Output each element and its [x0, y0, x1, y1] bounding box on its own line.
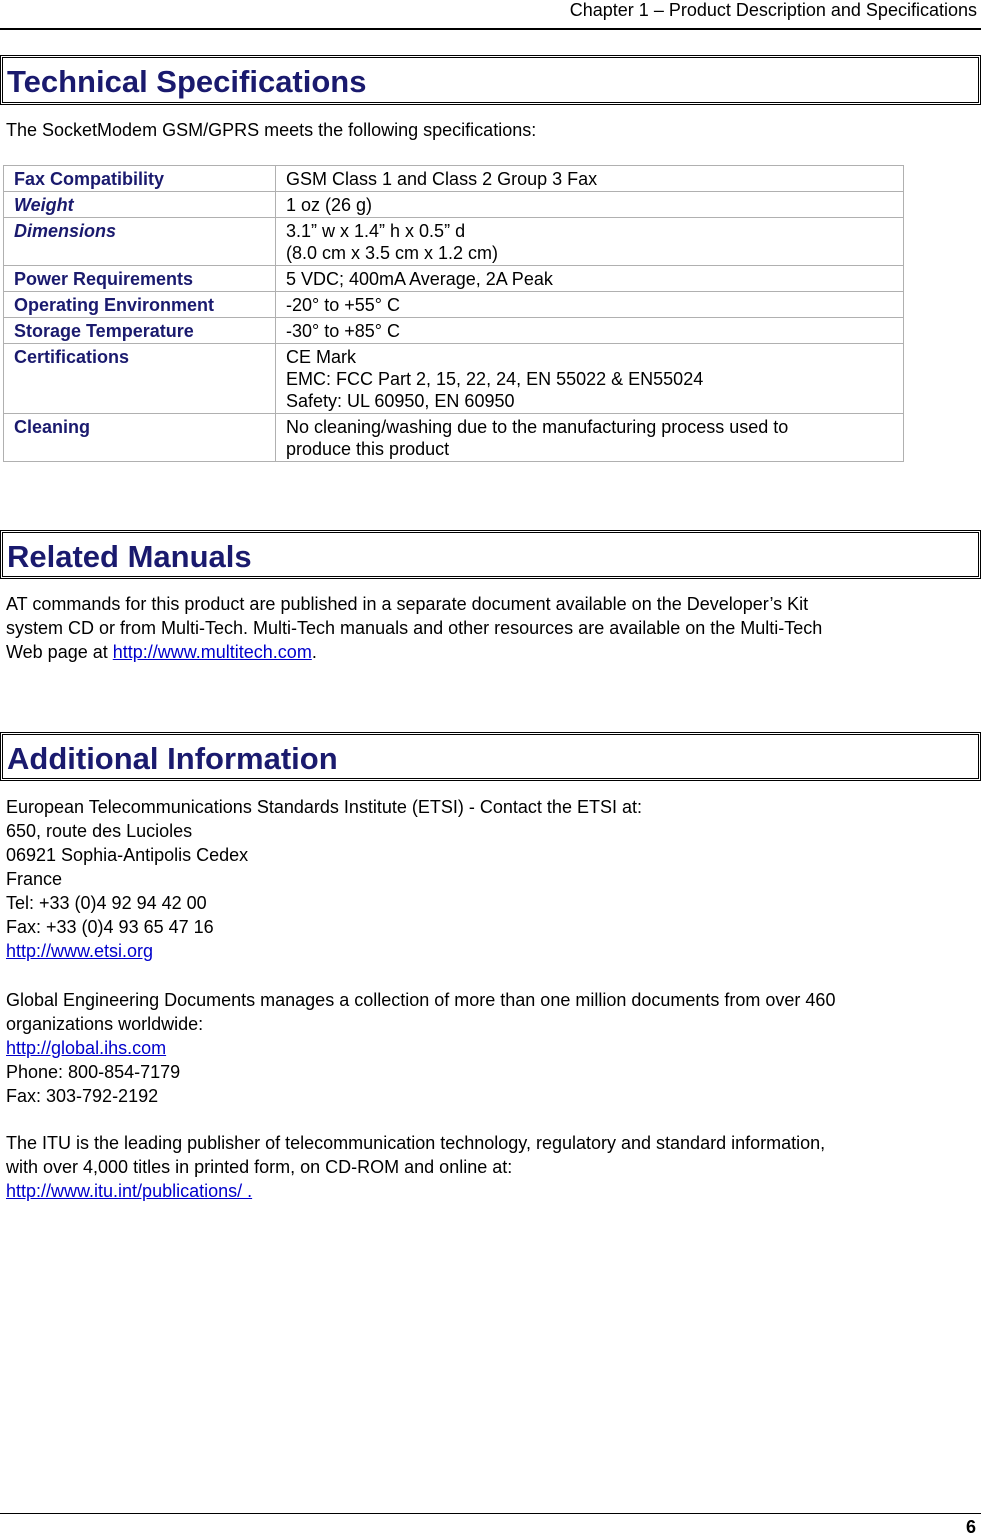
etsi-fax: Fax: +33 (0)4 93 65 47 16	[6, 917, 214, 937]
spec-label: Operating Environment	[4, 292, 276, 318]
paragraph-text: Web page at	[6, 642, 113, 662]
global-text: organizations worldwide:	[6, 1014, 204, 1034]
spec-value-line: GSM Class 1 and Class 2 Group 3 Fax	[286, 169, 598, 189]
global-fax: Fax: 303-792-2192	[6, 1086, 159, 1106]
itu-text: The ITU is the leading publisher of telecommunication technology, regulatory and standard information,	[6, 1133, 826, 1153]
spec-value-line: 5 VDC; 400mA Average, 2A Peak	[286, 269, 553, 289]
spec-value-line: Safety: UL 60950, EN 60950	[286, 391, 515, 411]
section-heading-technical-specifications: Technical Specifications	[0, 55, 981, 105]
chapter-title: Chapter 1 – Product Description and Specifications	[569, 0, 977, 20]
etsi-text: European Telecommunications Standards Institute (ETSI) - Contact the ETSI at:	[6, 797, 642, 817]
global-engineering-block	[6, 988, 976, 1108]
spec-label: Storage Temperature	[4, 318, 276, 344]
spec-value-line: 1 oz (26 g)	[286, 195, 373, 215]
spec-value	[276, 344, 904, 414]
etsi-address-line: 650, route des Lucioles	[6, 821, 193, 841]
page-footer	[0, 1513, 981, 1537]
related-manuals-paragraph	[6, 592, 976, 664]
global-phone: Phone: 800-854-7179	[6, 1062, 181, 1082]
spec-value	[276, 266, 904, 292]
specifications-table	[3, 165, 904, 462]
spec-value-line: -30° to +85° C	[286, 321, 400, 341]
spec-value-line: -20° to +55° C	[286, 295, 400, 315]
spec-label: Cleaning	[4, 414, 276, 462]
spec-label: Power Requirements	[4, 266, 276, 292]
spec-value	[276, 318, 904, 344]
etsi-address-line: 06921 Sophia-Antipolis Cedex	[6, 845, 249, 865]
paragraph-line: system CD or from Multi-Tech. Multi-Tech manuals and other resources are available on the Multi-Tech	[6, 618, 823, 638]
spec-value	[276, 166, 904, 192]
itu-publications-link[interactable]: http://www.itu.int/publications/ .	[6, 1181, 253, 1201]
spec-value-line: EMC: FCC Part 2, 15, 22, 24, EN 55022 & EN55024	[286, 369, 704, 389]
global-text: Global Engineering Documents manages a collection of more than one million documents from over 460	[6, 990, 836, 1010]
paragraph-line	[6, 640, 976, 664]
etsi-link[interactable]: http://www.etsi.org	[6, 941, 154, 961]
spec-value-line: CE Mark	[286, 347, 357, 367]
spec-value-line: produce this product	[286, 439, 450, 459]
etsi-contact-block	[6, 795, 976, 963]
page-number: 6	[965, 1517, 976, 1537]
table-row	[4, 344, 904, 414]
etsi-phone: Tel: +33 (0)4 92 94 42 00	[6, 893, 207, 913]
spec-label: Certifications	[4, 344, 276, 414]
spec-label: Dimensions	[4, 218, 276, 266]
specs-intro: The SocketModem GSM/GPRS meets the following specifications:	[6, 120, 537, 140]
multitech-link[interactable]: http://www.multitech.com	[112, 642, 312, 662]
table-row	[4, 414, 904, 462]
spec-value-line: No cleaning/washing due to the manufacturing process used to	[286, 417, 789, 437]
spec-value	[276, 218, 904, 266]
paragraph-text: .	[311, 642, 317, 662]
spec-value	[276, 414, 904, 462]
global-ihs-link[interactable]: http://global.ihs.com	[6, 1038, 167, 1058]
spec-value	[276, 192, 904, 218]
table-row	[4, 166, 904, 192]
spec-value	[276, 292, 904, 318]
spec-value-line: (8.0 cm x 3.5 cm x 1.2 cm)	[286, 243, 499, 263]
paragraph-line: AT commands for this product are published in a separate document available on the Developer’s Kit	[6, 594, 809, 614]
spec-label: Fax Compatibility	[4, 166, 276, 192]
section-heading-additional-information: Additional Information	[0, 732, 981, 781]
itu-block	[6, 1131, 976, 1203]
spec-label: Weight	[4, 192, 276, 218]
table-row	[4, 266, 904, 292]
page-header	[0, 0, 981, 30]
section-heading-related-manuals: Related Manuals	[0, 530, 981, 579]
etsi-address-line: France	[6, 869, 63, 889]
table-row	[4, 292, 904, 318]
table-row	[4, 192, 904, 218]
table-row	[4, 318, 904, 344]
table-row	[4, 218, 904, 266]
spec-value-line: 3.1” w x 1.4” h x 0.5” d	[286, 221, 466, 241]
itu-text: with over 4,000 titles in printed form, on CD-ROM and online at:	[6, 1157, 513, 1177]
